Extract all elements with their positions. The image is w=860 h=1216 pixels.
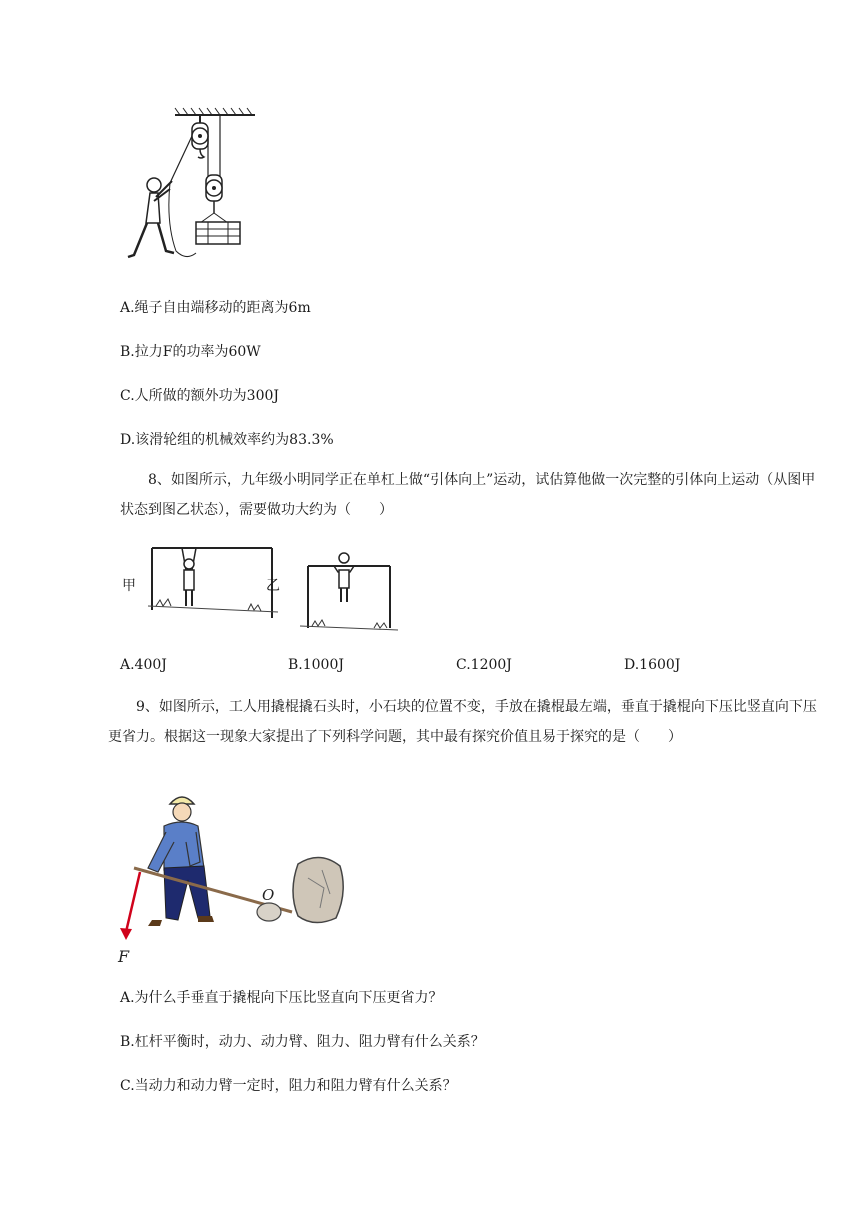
pull-up-figure-jia bbox=[148, 540, 280, 640]
q8-option-d[interactable]: D.1600J bbox=[624, 657, 681, 673]
pull-up-figure-yi bbox=[294, 540, 404, 635]
q7-option-c[interactable]: C.人所做的额外功为300J bbox=[120, 388, 279, 404]
q8-stem: 8、如图所示，九年级小明同学正在单杠上做“引体向上”运动，试估算他做一次完整的引体向上运动（从图甲状态到图乙状态），需要做功大约为（ ） bbox=[120, 472, 816, 518]
q9-stem: 9、如图所示，工人用撬棍撬石头时，小石块的位置不变，手放在撬棍最左端，垂直于撬棍向下压比竖直向下压更省力。根据这一现象大家提出了下列科学问题，其中最有探究价值且易于探究的是（ ） bbox=[108, 699, 817, 745]
q8-option-c[interactable]: C.1200J bbox=[456, 657, 512, 673]
lever-label-o: O bbox=[262, 886, 275, 904]
q9-option-a[interactable]: A.为什么手垂直于撬棍向下压比竖直向下压更省力？ bbox=[120, 990, 443, 1006]
q7-option-a[interactable]: A.绳子自由端移动的距离为6m bbox=[120, 300, 311, 316]
q8-option-a[interactable]: A.400J bbox=[120, 657, 167, 673]
q7-option-b[interactable]: B.拉力F的功率为60W bbox=[120, 344, 261, 360]
q8-label-yi: 乙 bbox=[266, 578, 280, 594]
q8-option-b[interactable]: B.1000J bbox=[288, 657, 344, 673]
q9-option-c[interactable]: C.当动力和动力臂一定时，阻力和阻力臂有什么关系？ bbox=[120, 1078, 457, 1094]
q9-option-b[interactable]: B.杠杆平衡时，动力、动力臂、阻力、阻力臂有什么关系？ bbox=[120, 1034, 485, 1050]
q7-option-d[interactable]: D.该滑轮组的机械效率约为83.3% bbox=[120, 432, 334, 448]
pulley-figure bbox=[120, 105, 260, 270]
lever-label-f: F bbox=[118, 947, 130, 966]
q8-label-jia: 甲 bbox=[122, 578, 136, 594]
lever-figure bbox=[112, 782, 352, 967]
